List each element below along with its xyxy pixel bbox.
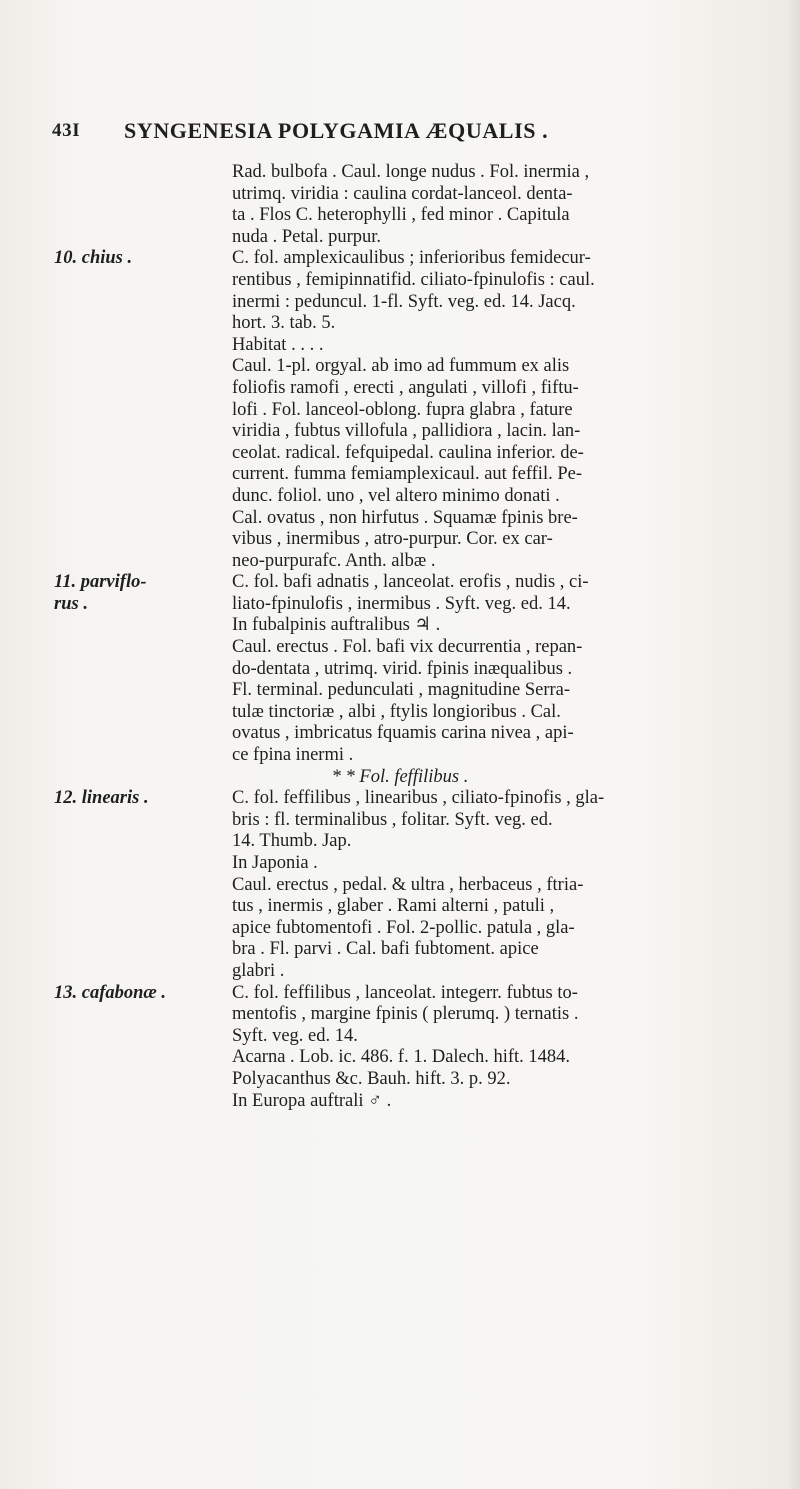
text-line: [0, 1069, 800, 1091]
body-text: utrimq. viridia : caulina cordat-lanceol. denta-: [232, 183, 573, 204]
body-text: current. fumma femiamplexicaul. aut feffil. Pe-: [232, 464, 582, 485]
text-line: [0, 896, 800, 918]
text-line: [0, 248, 800, 270]
body-text: ce fpina inermi .: [232, 745, 354, 766]
body-text: mentofis , margine fpinis ( plerumq. ) ternatis .: [232, 1004, 579, 1025]
body-text: hort. 3. tab. 5.: [232, 313, 336, 334]
body-text: Habitat . . . .: [232, 334, 324, 355]
body-text: In Europa auftrali ♂ .: [232, 1090, 392, 1111]
body-text: Cal. ovatus , non hirfutus . Squamæ fpinis bre-: [232, 507, 578, 528]
text-line: [0, 637, 800, 659]
text-line: [0, 443, 800, 465]
text-line: [0, 205, 800, 227]
species-number-label: 10. chius .: [54, 248, 133, 269]
body-text: Caul. 1-pl. orgyal. ab imo ad fummum ex alis: [232, 356, 570, 377]
body-text: Acarna . Lob. ic. 486. f. 1. Dalech. hift. 1484.: [232, 1047, 571, 1068]
body-text: C. fol. amplexicaulibus ; inferioribus femidecur-: [232, 248, 591, 269]
text-line: [0, 356, 800, 378]
body-text: neo-purpurafc. Anth. albæ .: [232, 550, 436, 571]
text-line: [0, 875, 800, 897]
text-line: [0, 508, 800, 530]
text-line: [0, 572, 800, 594]
body-text: inermi : peduncul. 1-fl. Syft. veg. ed. 14. Jacq.: [232, 291, 576, 312]
body-text: ovatus , imbricatus fquamis carina nivea , api-: [232, 723, 574, 744]
body-text: rentibus , femipinnatifid. ciliato-fpinulofis : caul.: [232, 269, 595, 290]
body-text: apice fubtomentofi . Fol. 2-pollic. patula , gla-: [232, 917, 575, 938]
species-number-label: 11. parviflo-: [54, 572, 147, 593]
text-line: [0, 421, 800, 443]
body-text: tulæ tinctoriæ , albi , ftylis longioribus . Cal.: [232, 701, 561, 722]
body-text: tus , inermis , glaber . Rami alterni , patuli ,: [232, 896, 555, 917]
text-line: [0, 831, 800, 853]
body-text: In fubalpinis auftralibus ♃ .: [232, 615, 441, 636]
text-line: [0, 680, 800, 702]
text-line: [0, 227, 800, 249]
text-line: [0, 983, 800, 1005]
body-text: nuda . Petal. purpur.: [232, 226, 382, 247]
text-line: [0, 918, 800, 940]
text-line: [0, 723, 800, 745]
body-text: Caul. erectus , pedal. & ultra , herbaceus , ftria-: [232, 874, 584, 895]
text-line: [0, 313, 800, 335]
body-text: Caul. erectus . Fol. bafi vix decurrentia , repan-: [232, 637, 583, 658]
body-text: foliofis ramofi , erecti , angulati , villofi , fiftu-: [232, 377, 579, 398]
species-number-label: 12. linearis .: [54, 788, 149, 809]
body-text: Syft. veg. ed. 14.: [232, 1025, 358, 1046]
body-text: ta . Flos C. heterophylli , fed minor . Capitula: [232, 205, 570, 226]
text-line: [0, 615, 800, 637]
text-line: [0, 1004, 800, 1026]
text-line: [0, 464, 800, 486]
page-body: [0, 162, 800, 1112]
body-text: bris : fl. terminalibus , folitar. Syft. veg. ed.: [232, 809, 553, 830]
text-line: [0, 767, 572, 789]
text-line: [0, 702, 800, 724]
text-line: [0, 184, 800, 206]
body-text: dunc. foliol. uno , vel altero minimo donati .: [232, 485, 560, 506]
body-text: vibus , inermibus , atro-purpur. Cor. ex car-: [232, 529, 553, 550]
body-text: glabri .: [232, 960, 285, 981]
species-number-label: 13. cafabonæ .: [54, 982, 167, 1003]
text-line: [0, 810, 800, 832]
body-text: C. fol. feffilibus , lanceolat. integerr. fubtus to-: [232, 982, 578, 1003]
text-line: [0, 1091, 800, 1113]
body-text: Polyacanthus &c. Bauh. hift. 3. p. 92.: [232, 1068, 511, 1089]
body-text: lofi . Fol. lanceol-oblong. fupra glabra , fature: [232, 399, 573, 420]
body-text: In Japonia .: [232, 853, 318, 873]
body-text: Rad. bulbofa . Caul. longe nudus . Fol. inermia ,: [232, 162, 590, 182]
body-text: bra . Fl. parvi . Cal. bafi fubtoment. apice: [232, 939, 539, 960]
body-text: C. fol. feffilibus , linearibus , ciliato-fpinofis , gla-: [232, 788, 605, 809]
text-line: [0, 788, 800, 810]
text-line: [0, 551, 800, 573]
text-line: [0, 745, 800, 767]
text-line: [0, 335, 800, 357]
text-line: [0, 1026, 800, 1048]
body-text: C. fol. bafi adnatis , lanceolat. erofis , nudis , ci-: [232, 572, 589, 593]
page-number: 43I: [52, 120, 81, 141]
body-text: ceolat. radical. fefquipedal. caulina inferior. de-: [232, 442, 584, 463]
text-line: [0, 939, 800, 961]
text-line: [0, 486, 800, 508]
page-header: [52, 118, 752, 150]
body-text: 14. Thumb. Jap.: [232, 831, 352, 852]
text-line: [0, 1047, 800, 1069]
text-line: [0, 853, 800, 875]
text-line: [0, 529, 800, 551]
text-line: [0, 162, 800, 184]
text-line: [0, 400, 800, 422]
text-line: [0, 594, 800, 616]
text-line: [0, 292, 800, 314]
text-line: [0, 659, 800, 681]
body-text: Fl. terminal. pedunculati , magnitudine Serra-: [232, 680, 571, 701]
text-line: [0, 270, 800, 292]
species-number-label: rus .: [54, 593, 88, 614]
text-line: [0, 961, 800, 983]
body-text: liato-fpinulofis , inermibus . Syft. veg. ed. 14.: [232, 593, 571, 614]
body-text: do-dentata , utrimq. virid. fpinis inæqualibus .: [232, 658, 573, 679]
body-text: viridia , fubtus villofula , pallidiora , lacin. lan-: [232, 421, 581, 442]
running-title: SYNGENESIA POLYGAMIA ÆQUALIS .: [124, 118, 549, 143]
section-heading: * * Fol. feffilibus .: [331, 766, 469, 787]
text-line: [0, 378, 800, 400]
